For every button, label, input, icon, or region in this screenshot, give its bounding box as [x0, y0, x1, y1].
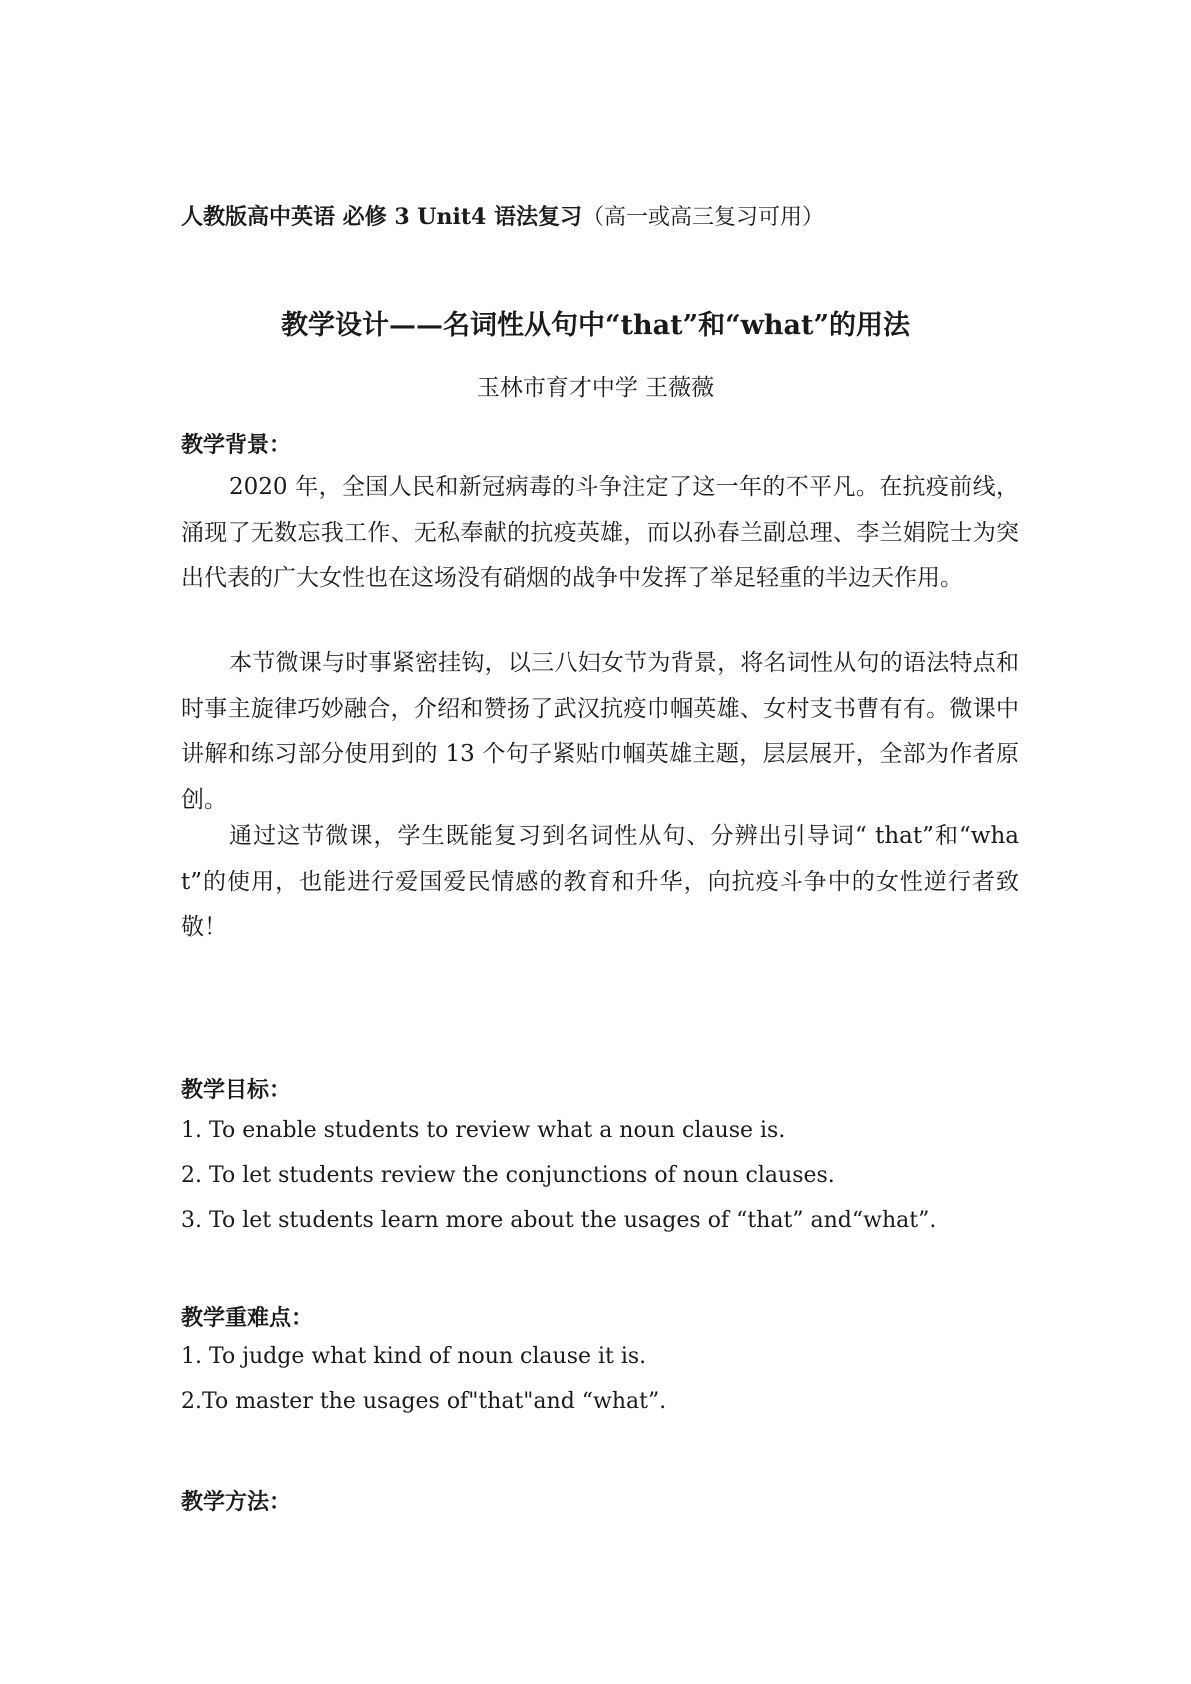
- objective-item-1: 1. To enable students to review what a noun clause is.: [181, 1118, 786, 1143]
- background-paragraph-2: 本节微课与时事紧密挂钩，以三八妇女节为背景，将名词性从句的语法特点和时事主旋律巧妙融合，介绍和赞扬了武汉抗疫巾帼英雄、女村支书曹有有。微课中讲解和练习部分使用到的 13 个句子紧贴巾帼英雄主题，层层展开，全部为作者原创。: [181, 650, 1019, 813]
- background-paragraph-1: 2020 年，全国人民和新冠病毒的斗争注定了这一年的不平凡。在抗疫前线，涌现了无数忘我工作、无私奉献的抗疫英雄，而以孙春兰副总理、李兰娟院士为突出代表的广大女性也在这场没有硝烟的战争中发挥了举足轻重的半边天作用。: [181, 474, 1019, 591]
- objective-item-3: 3. To let students learn more about the usages of “that” and“what”.: [181, 1208, 937, 1233]
- header-note: （高一或高三复习可用）: [581, 205, 824, 230]
- section-heading-background: 教学背景：: [181, 432, 292, 458]
- key-point-item-1: 1. To judge what kind of noun clause it is.: [181, 1344, 647, 1369]
- background-paragraph-3: 通过这节微课，学生既能复习到名词性从句、分辨出引导词“ that”和“what”的使用，也能进行爱国爱民情感的教育和升华，向抗疫斗争中的女性逆行者致敬！: [181, 823, 1019, 940]
- header-course: 人教版高中英语 必修 3 Unit4 语法复习: [181, 204, 582, 230]
- header-line: [181, 202, 824, 233]
- section-heading-methods: 教学方法：: [181, 1489, 292, 1515]
- author-line: 玉林市育才中学 王薇薇: [476, 375, 715, 401]
- objective-item-2: 2. To let students review the conjunctions of noun clauses.: [181, 1163, 835, 1188]
- document-title: 教学设计——名词性从句中“that”和“what”的用法: [280, 310, 911, 341]
- section-heading-key-points: 教学重难点：: [181, 1305, 314, 1331]
- section-heading-objectives: 教学目标：: [181, 1077, 292, 1103]
- key-point-item-2: 2.To master the usages of"that"and “what”.: [181, 1389, 667, 1414]
